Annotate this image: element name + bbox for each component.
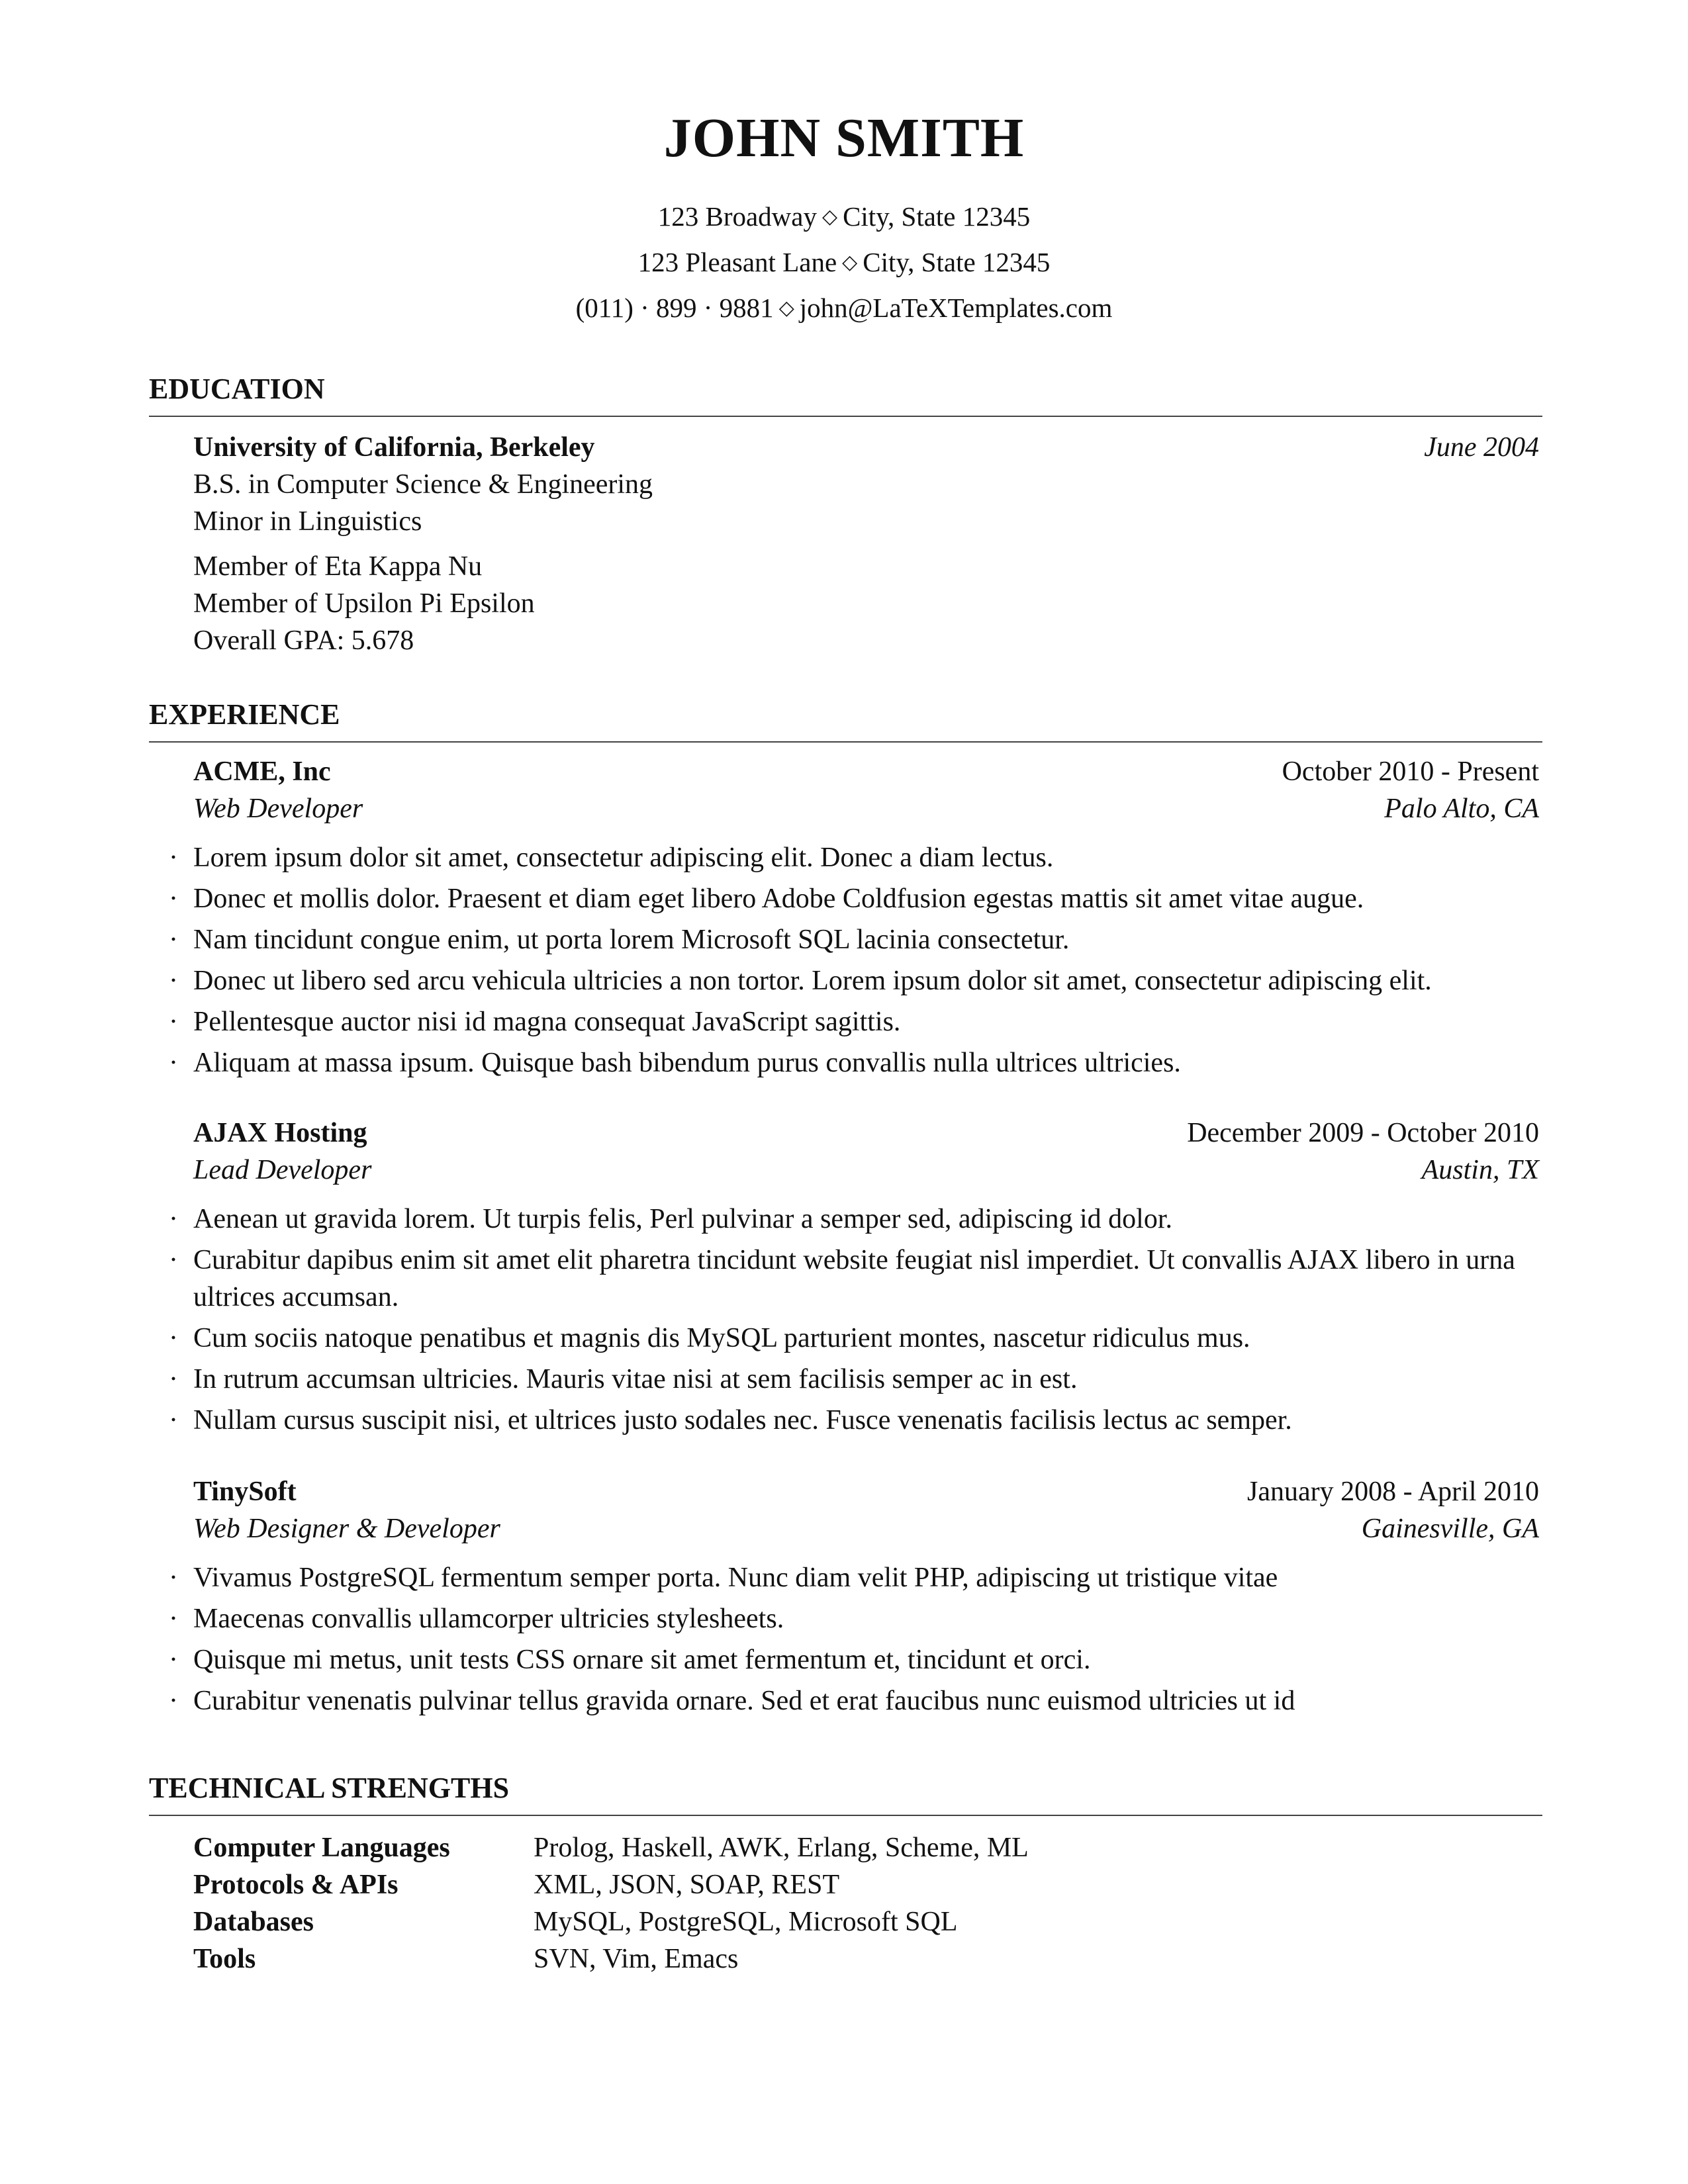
job-company: ACME, Inc	[193, 756, 331, 787]
job-company: AJAX Hosting	[193, 1118, 367, 1148]
phone-number: (011) · 899 · 9881	[575, 293, 774, 323]
job-bullet-continuation: ultrices accumsan.	[193, 1282, 399, 1312]
education-date: June 2004	[1424, 432, 1539, 463]
job-bullet: Lorem ipsum dolor sit amet, consectetur adipiscing elit. Donec a diam lectus.	[193, 842, 1054, 873]
job-location: Austin, TX	[1421, 1155, 1539, 1185]
education-school: University of California, Berkeley	[193, 432, 595, 463]
education-minor: Minor in Linguistics	[193, 506, 422, 537]
bullet-icon: ·	[169, 1563, 178, 1593]
skill-label: Protocols & APIs	[193, 1870, 399, 1900]
job-title: Web Designer & Developer	[193, 1514, 500, 1544]
skill-label: Tools	[193, 1944, 256, 1974]
job-bullet: Donec et mollis dolor. Praesent et diam eget libero Adobe Coldfusion egestas mattis sit amet vitae augue.	[193, 884, 1364, 914]
bullet-icon: ·	[169, 1604, 178, 1634]
address-2-street: 123 Pleasant Lane	[637, 247, 837, 277]
bullet-icon: ·	[169, 1645, 178, 1675]
section-title-technical-strengths: TECHNICAL STRENGTHS	[149, 1772, 510, 1804]
diamond-separator-icon: ◇	[842, 251, 858, 273]
education-gpa: Overall GPA: 5.678	[193, 625, 414, 656]
skill-value: MySQL, PostgreSQL, Microsoft SQL	[534, 1907, 958, 1937]
bullet-icon: ·	[169, 1364, 178, 1394]
bullet-icon: ·	[169, 1405, 178, 1435]
resume-name: JOHN SMITH	[663, 107, 1025, 169]
bullet-icon: ·	[169, 1323, 178, 1353]
bullet-icon: ·	[169, 1204, 178, 1234]
job-location: Gainesville, GA	[1361, 1514, 1539, 1544]
job-bullet: Maecenas convallis ullamcorper ultricies stylesheets.	[193, 1604, 784, 1634]
job-company: TinySoft	[193, 1477, 297, 1507]
address-1-city: City, State 12345	[843, 201, 1031, 232]
bullet-icon: ·	[169, 884, 178, 914]
skill-value: SVN, Vim, Emacs	[534, 1944, 739, 1974]
job-bullet: Nam tincidunt congue enim, ut porta lorem Microsoft SQL lacinia consectetur.	[193, 925, 1070, 955]
job-dates: January 2008 - April 2010	[1247, 1477, 1539, 1507]
job-bullet: Nullam cursus suscipit nisi, et ultrices justo sodales nec. Fusce venenatis facilisis lectus ac semper.	[193, 1405, 1292, 1435]
section-divider	[149, 416, 1542, 417]
bullet-icon: ·	[169, 1686, 178, 1716]
job-location: Palo Alto, CA	[1384, 794, 1539, 824]
job-bullet: Curabitur venenatis pulvinar tellus gravida ornare. Sed et erat faucibus nunc euismod ultricies ut id	[193, 1686, 1295, 1716]
job-bullet: Aenean ut gravida lorem. Ut turpis felis, Perl pulvinar a semper sed, adipiscing id dolor.	[193, 1204, 1172, 1234]
contact-line	[0, 292, 1688, 324]
education-honor: Member of Upsilon Pi Epsilon	[193, 588, 535, 619]
job-dates: December 2009 - October 2010	[1187, 1118, 1539, 1148]
job-title: Lead Developer	[193, 1155, 372, 1185]
job-bullet: Donec ut libero sed arcu vehicula ultricies a non tortor. Lorem ipsum dolor sit amet, consectetur adipiscing elit.	[193, 966, 1432, 996]
section-title-experience: EXPERIENCE	[149, 698, 340, 731]
bullet-icon: ·	[169, 966, 178, 996]
job-bullet: Quisque mi metus, unit tests CSS ornare sit amet fermentum et, tincidunt et orci.	[193, 1645, 1091, 1675]
skill-label: Databases	[193, 1907, 314, 1937]
bullet-icon: ·	[169, 925, 178, 955]
section-title-education: EDUCATION	[149, 373, 325, 405]
email-link[interactable]: john@LaTeXTemplates.com	[799, 293, 1113, 323]
address-line-2	[0, 246, 1688, 278]
skill-value: Prolog, Haskell, AWK, Erlang, Scheme, ML	[534, 1833, 1029, 1863]
job-title: Web Developer	[193, 794, 363, 824]
bullet-icon: ·	[169, 842, 178, 873]
education-degree: B.S. in Computer Science & Engineering	[193, 469, 653, 500]
skill-value: XML, JSON, SOAP, REST	[534, 1870, 840, 1900]
skill-label: Computer Languages	[193, 1833, 450, 1863]
job-bullet: Curabitur dapibus enim sit amet elit pharetra tincidunt website feugiat nisl imperdiet. Ut convallis AJAX libero in urna	[193, 1245, 1515, 1275]
section-divider	[149, 1815, 1542, 1816]
job-bullet: Cum sociis natoque penatibus et magnis dis MySQL parturient montes, nascetur ridiculus mus.	[193, 1323, 1250, 1353]
section-divider	[149, 741, 1542, 743]
address-line-1	[0, 201, 1688, 232]
job-bullet: Pellentesque auctor nisi id magna consequat JavaScript sagittis.	[193, 1007, 901, 1037]
bullet-icon: ·	[169, 1007, 178, 1037]
education-honor: Member of Eta Kappa Nu	[193, 551, 483, 582]
address-1-street: 123 Broadway	[657, 201, 817, 232]
address-2-city: City, State 12345	[863, 247, 1051, 277]
diamond-separator-icon: ◇	[821, 206, 838, 228]
job-bullet: In rutrum accumsan ultricies. Mauris vitae nisi at sem facilisis semper ac in est.	[193, 1364, 1078, 1394]
job-bullet: Vivamus PostgreSQL fermentum semper porta. Nunc diam velit PHP, adipiscing ut tristique vitae	[193, 1563, 1278, 1593]
job-dates: October 2010 - Present	[1282, 756, 1539, 787]
bullet-icon: ·	[169, 1245, 178, 1275]
diamond-separator-icon: ◇	[778, 297, 794, 319]
bullet-icon: ·	[169, 1048, 178, 1078]
job-bullet: Aliquam at massa ipsum. Quisque bash bibendum purus convallis nulla ultrices ultricies.	[193, 1048, 1181, 1078]
